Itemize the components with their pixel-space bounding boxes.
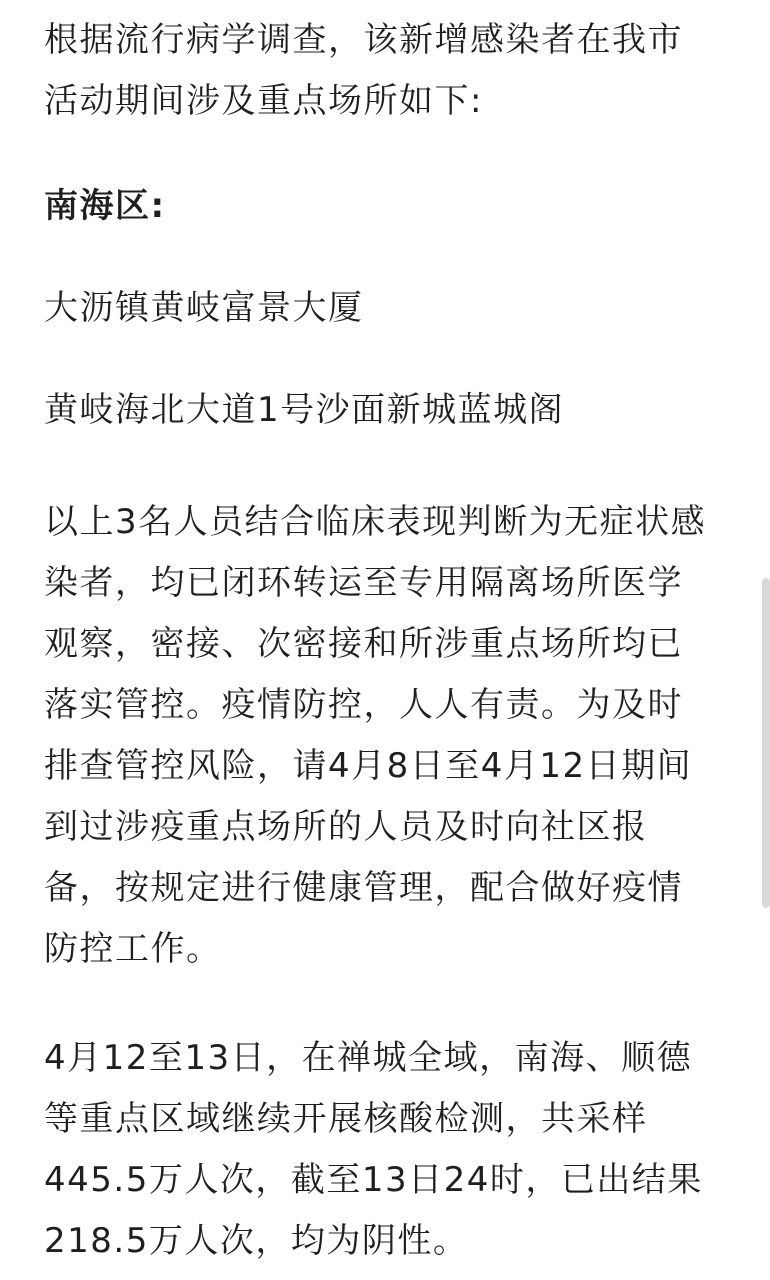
text-line: 到过涉疫重点场所的人员及时向社区报 [44,807,648,847]
text-line: 防控工作。 [44,929,222,969]
location-item [44,380,734,441]
text-line: 等重点区域继续开展核酸检测，共采样 [44,1099,648,1139]
text-line: 以上3名人员结合临床表现判断为无症状感 [44,502,707,542]
text-line: 观察，密接、次密接和所涉重点场所均已 [44,624,683,664]
text-line: 大沥镇黄岐富景大厦 [44,288,364,328]
paragraph-epidemiology-intro [44,10,734,132]
text-line: 染者，均已闭环转运至专用隔离场所医学 [44,563,683,603]
text-line: 445.5万人次，截至13日24时，已出结果 [44,1160,703,1200]
text-line: 备，按规定进行健康管理，配合做好疫情 [44,868,683,908]
text-line: 排查管控风险，请4月8日至4月12日期间 [44,746,693,786]
district-heading [44,176,734,237]
text-line: 4月12至13日，在禅城全域，南海、顺德 [44,1038,693,1078]
paragraph-control-measures [44,492,734,980]
text-line: 南海区: [44,186,166,226]
text-line: 根据流行病学调查，该新增感染者在我市 [44,20,683,60]
text-line: 活动期间涉及重点场所如下: [44,81,483,121]
location-item [44,278,734,339]
text-line: 落实管控。疫情防控，人人有责。为及时 [44,685,683,725]
text-line: 黄岐海北大道1号沙面新城蓝城阁 [44,390,565,430]
paragraph-testing-results [44,1028,734,1272]
scrollbar-thumb[interactable] [762,578,770,908]
text-line: 218.5万人次，均为阴性。 [44,1221,469,1261]
